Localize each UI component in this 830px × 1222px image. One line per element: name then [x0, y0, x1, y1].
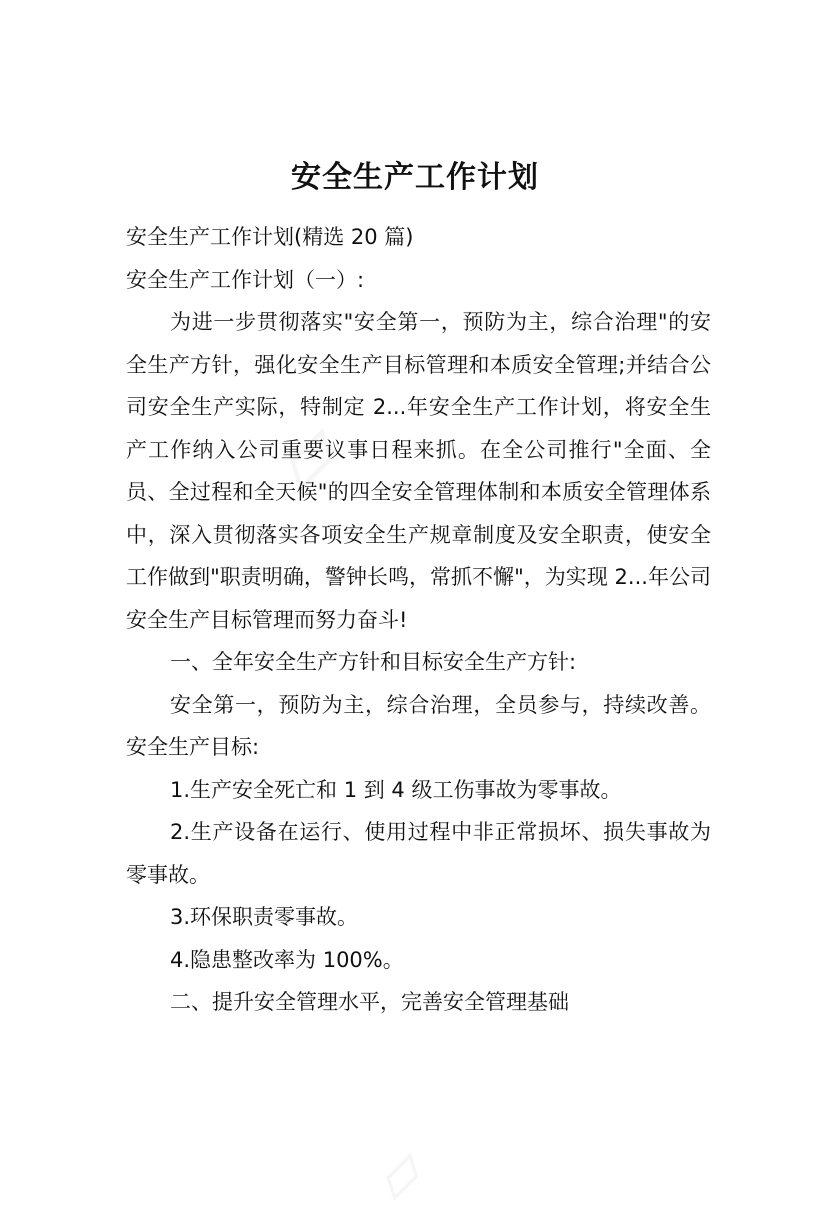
paragraph: 1.生产安全死亡和 1 到 4 级工伤事故为零事故。 [170, 777, 622, 802]
watermark-logo-bottom [358, 1038, 542, 1222]
paragraph: 3.环保职责零事故。 [170, 905, 359, 929]
paragraph: 一、全年安全生产方针和目标安全生产方针: [170, 650, 577, 674]
subtitle: 安全生产工作计划(精选 20 篇) [126, 225, 414, 249]
section-heading: 安全生产工作计划（一）: [126, 267, 365, 292]
document-body [126, 216, 711, 1024]
paragraph: 为进一步贯彻落实"安全第一，预防为主，综合治理"的安全生产方针，强化安全生产目标管理和本质安全管理;并结合公司安全生产实际，特制定 2...年安全生产工作计划，将安全生产工作纳入公司重要议事日程来抓。在全公司推行"全面、全员、全过程和全天候"的四全安全管理体制和本质安全管理体系中，深入贯彻落实各项安全生产规章制度及安全职责，使安全工作做到"职责明确，警钟长鸣，常抓不懈"，为实现 2...年公司安全生产目标管理而努力奋斗! [126, 310, 711, 632]
paragraph: 二、提升安全管理水平，完善安全管理基础 [170, 990, 569, 1014]
paragraph: 4.隐患整改率为 100%。 [170, 947, 404, 972]
paragraph: 2.生产设备在运行、使用过程中非正常损坏、损失事故为零事故。 [126, 820, 711, 887]
page-title: 安全生产工作计划 [291, 160, 539, 196]
paragraph: 安全第一，预防为主，综合治理，全员参与，持续改善。安全生产目标: [126, 692, 711, 759]
